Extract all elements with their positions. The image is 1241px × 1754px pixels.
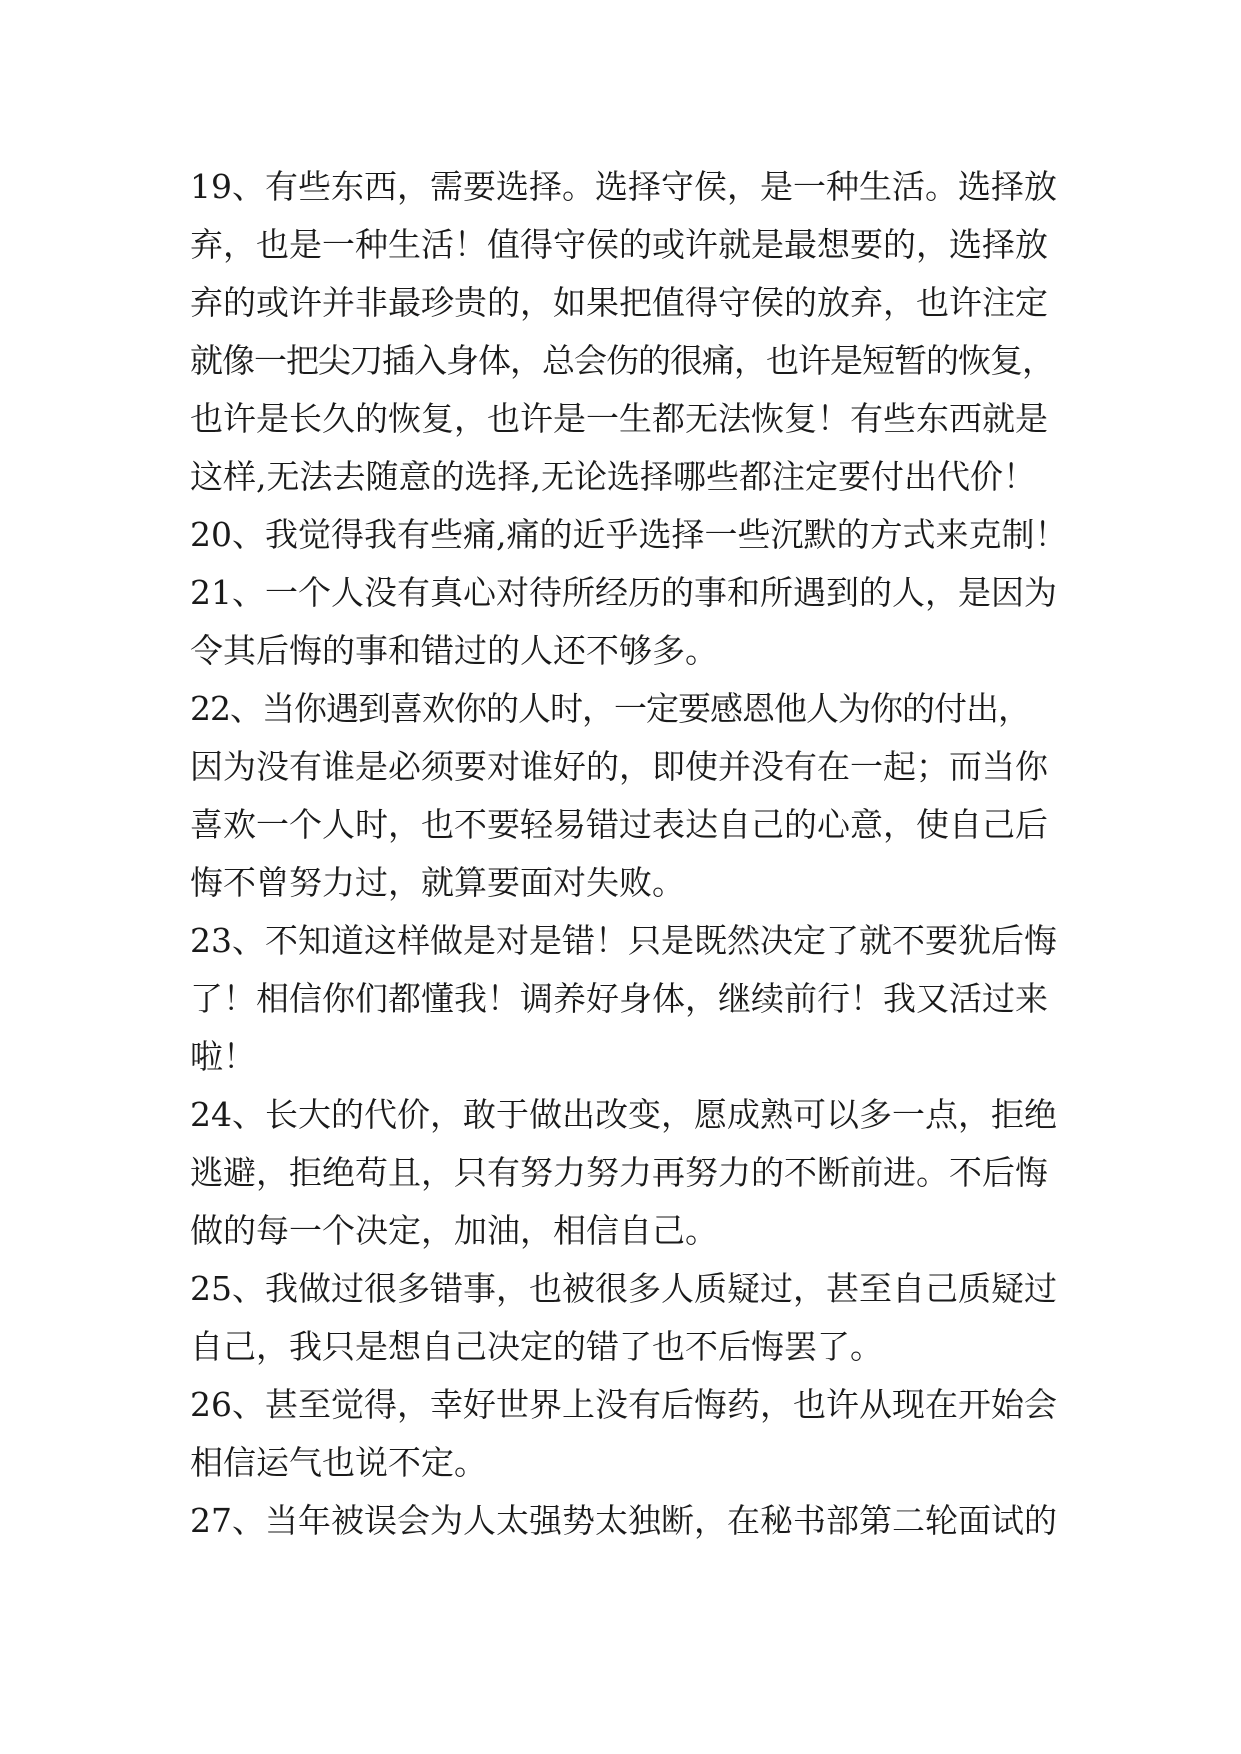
text-line: 26、甚至觉得，幸好世界上没有后悔药，也许从现在开始会 <box>190 1385 1057 1424</box>
text-line: 令其后悔的事和错过的人还不够多。 <box>190 631 718 670</box>
text-line: 弃的或许并非最珍贵的，如果把值得守侯的放弃，也许注定 <box>190 283 1048 322</box>
text-line: 做的每一个决定，加油，相信自己。 <box>190 1211 718 1250</box>
text-line: 22、当你遇到喜欢你的人时，一定要感恩他人为你的付出， <box>190 689 1030 728</box>
text-line: 23、不知道这样做是对是错！只是既然决定了就不要犹后悔 <box>190 921 1057 960</box>
text-line: 弃，也是一种生活！值得守侯的或许就是最想要的，选择放 <box>190 225 1048 264</box>
text-line: 就像一把尖刀插入身体，总会伤的很痛，也许是短暂的恢复， <box>190 341 1054 380</box>
text-line: 21、一个人没有真心对待所经历的事和所遇到的人，是因为 <box>190 573 1057 612</box>
text-line: 也许是长久的恢复，也许是一生都无法恢复！有些东西就是 <box>190 399 1048 438</box>
text-line: 27、当年被误会为人太强势太独断，在秘书部第二轮面试的 <box>190 1501 1057 1540</box>
document-body <box>190 158 1070 1550</box>
text-line: 逃避，拒绝苟且，只有努力努力再努力的不断前进。不后悔 <box>190 1153 1048 1192</box>
text-line: 了！相信你们都懂我！调养好身体，继续前行！我又活过来 <box>190 979 1048 1018</box>
text-line: 25、我做过很多错事，也被很多人质疑过，甚至自己质疑过 <box>190 1269 1057 1308</box>
text-line: 相信运气也说不定。 <box>190 1443 487 1482</box>
text-line: 自己，我只是想自己决定的错了也不后悔罢了。 <box>190 1327 883 1366</box>
text-line: 因为没有谁是必须要对谁好的，即使并没有在一起；而当你 <box>190 747 1048 786</box>
text-line: 啦！ <box>190 1037 256 1076</box>
text-line: 悔不曾努力过，就算要面对失败。 <box>190 863 685 902</box>
text-line: 24、长大的代价，敢于做出改变，愿成熟可以多一点，拒绝 <box>190 1095 1057 1134</box>
text-line: 这样,无法去随意的选择,无论选择哪些都注定要付出代价！ <box>190 457 1036 496</box>
text-line: 喜欢一个人时，也不要轻易错过表达自己的心意，使自己后 <box>190 805 1048 844</box>
text-line: 19、有些东西，需要选择。选择守侯，是一种生活。选择放 <box>190 167 1057 206</box>
text-line: 20、我觉得我有些痛,痛的近乎选择一些沉默的方式来克制！ <box>190 515 1068 554</box>
